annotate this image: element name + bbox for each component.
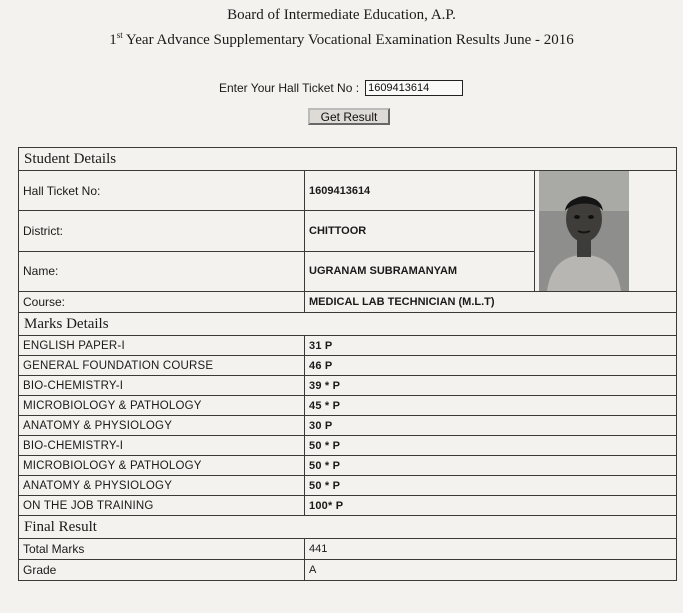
final-label: Grade	[19, 560, 305, 581]
marks-row	[19, 496, 677, 516]
student-value: UGRANAM SUBRAMANYAM	[305, 251, 535, 291]
student-value: 1609413614	[305, 171, 535, 211]
subject-name: ANATOMY & PHYSIOLOGY	[19, 476, 305, 496]
subject-name: MICROBIOLOGY & PATHOLOGY	[19, 396, 305, 416]
exam-title	[0, 30, 683, 49]
results-table	[18, 147, 677, 581]
subject-name: ENGLISH PAPER-I	[19, 336, 305, 356]
student-value: MEDICAL LAB TECHNICIAN (M.L.T)	[305, 292, 677, 313]
final-value: A	[305, 560, 677, 581]
subject-name: ON THE JOB TRAINING	[19, 496, 305, 516]
final-row-grade	[19, 560, 677, 581]
marks-details-heading: Marks Details	[19, 313, 677, 336]
subject-marks: 31 P	[305, 336, 677, 356]
marks-row	[19, 376, 677, 396]
hall-ticket-form	[219, 80, 463, 96]
exam-year-number: 1	[109, 32, 117, 48]
final-result-heading: Final Result	[19, 516, 677, 539]
subject-marks: 50 * P	[305, 476, 677, 496]
student-value: CHITTOOR	[305, 211, 535, 251]
marks-row	[19, 436, 677, 456]
subject-marks: 30 P	[305, 416, 677, 436]
subject-marks: 50 * P	[305, 456, 677, 476]
student-label: District:	[19, 211, 305, 251]
subject-name: MICROBIOLOGY & PATHOLOGY	[19, 456, 305, 476]
student-label: Hall Ticket No:	[19, 171, 305, 211]
marks-row	[19, 456, 677, 476]
student-row-hall-ticket	[19, 171, 677, 211]
student-label: Course:	[19, 292, 305, 313]
student-row-course	[19, 292, 677, 313]
final-label: Total Marks	[19, 539, 305, 560]
subject-marks: 100* P	[305, 496, 677, 516]
student-details-header-row	[19, 148, 677, 171]
marks-row	[19, 356, 677, 376]
student-photo	[539, 171, 629, 291]
subject-marks: 46 P	[305, 356, 677, 376]
exam-title-text: Year Advance Supplementary Vocational Examination Results June - 2016	[122, 32, 574, 48]
student-label: Name:	[19, 251, 305, 291]
subject-marks: 50 * P	[305, 436, 677, 456]
marks-row	[19, 336, 677, 356]
final-result-header-row	[19, 516, 677, 539]
hall-ticket-label: Enter Your Hall Ticket No :	[219, 81, 360, 95]
final-value: 441	[305, 539, 677, 560]
student-details-heading: Student Details	[19, 148, 677, 171]
subject-name: BIO-CHEMISTRY-I	[19, 436, 305, 456]
subject-marks: 39 * P	[305, 376, 677, 396]
subject-name: ANATOMY & PHYSIOLOGY	[19, 416, 305, 436]
subject-name: BIO-CHEMISTRY-I	[19, 376, 305, 396]
exam-year-suffix: st	[116, 30, 123, 40]
subject-marks: 45 * P	[305, 396, 677, 416]
marks-row	[19, 396, 677, 416]
get-result-button[interactable]: Get Result	[308, 108, 390, 125]
hall-ticket-input[interactable]	[365, 80, 463, 96]
photo-cell	[535, 171, 677, 292]
marks-row	[19, 416, 677, 436]
marks-details-header-row	[19, 313, 677, 336]
final-row-total	[19, 539, 677, 560]
board-title: Board of Intermediate Education, A.P.	[227, 7, 456, 23]
subject-name: GENERAL FOUNDATION COURSE	[19, 356, 305, 376]
marks-row	[19, 476, 677, 496]
